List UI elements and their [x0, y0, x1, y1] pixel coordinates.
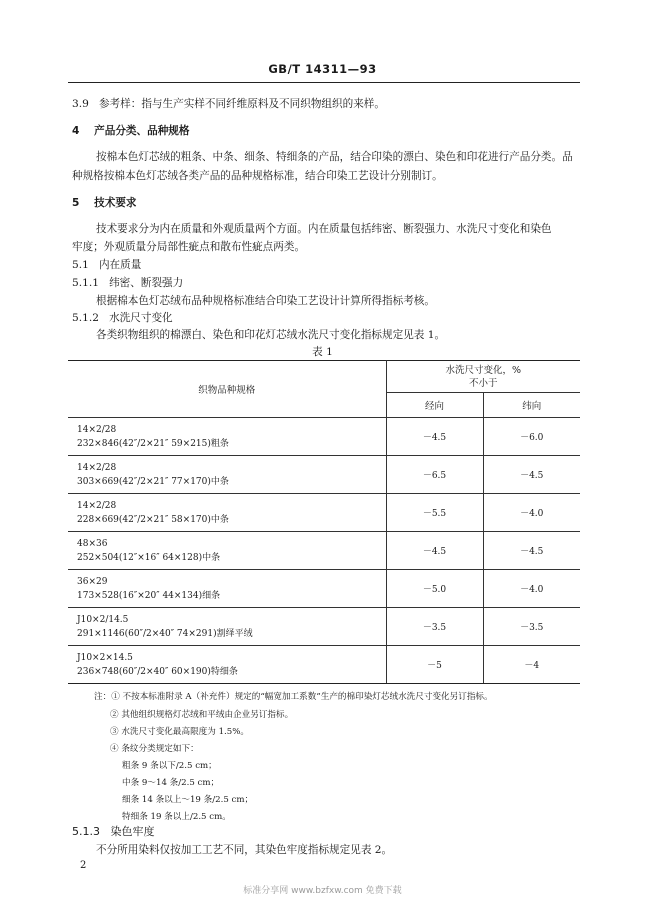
- clause-title: 水洗尺寸变化: [109, 312, 173, 324]
- clause-3-9: [72, 97, 385, 111]
- spec-density: 252×504(12″×16″ 64×128)中条: [77, 552, 221, 563]
- clause-number: 5.1.2: [72, 312, 99, 324]
- stripe-class-fine: 细条 14 条以上～19 条/2.5 cm；: [122, 795, 254, 805]
- weft-value: －4.5: [483, 456, 580, 494]
- warp-value: －5: [386, 646, 483, 684]
- header-rule: [68, 82, 580, 83]
- clause-number: 3.9: [72, 98, 89, 110]
- spec-density: 232×846(42″/2×21″ 59×215)粗条: [77, 438, 229, 449]
- clause-5-1-2-text: 各类织物组织的棉漂白、染色和印花灯芯绒水洗尺寸变化指标规定见表 1。: [96, 329, 446, 341]
- spec-cell: [68, 570, 386, 608]
- spec-cell: [68, 608, 386, 646]
- note-text: ① 不按本标准附录 A（补充件）规定的“幅宽加工系数”生产的棉印染灯芯绒水洗尺寸变化另订指标。: [111, 692, 493, 702]
- spec-count: 48×36: [77, 538, 108, 549]
- spec-cell: [68, 646, 386, 684]
- clause-5-1-3: [72, 825, 155, 839]
- section-title: 产品分类、品种规格: [94, 125, 190, 137]
- section-5-line-2: 牢度；外观质量分局部性疵点和散布性疵点两类。: [72, 241, 306, 253]
- clause-number: 5.1.1: [72, 277, 99, 289]
- warp-value: －5.0: [386, 570, 483, 608]
- clause-text: 参考样：指与生产实样不同纤维原料及不同织物组织的来样。: [98, 98, 385, 110]
- clause-5-1-1-text: 根据棉本色灯芯绒布品种规格标准结合印染工艺设计计算所得指标考核。: [96, 295, 435, 307]
- weft-value: －4.0: [483, 494, 580, 532]
- stripe-class-extra-fine: 特细条 19 条以上/2.5 cm。: [122, 812, 231, 822]
- section-title: 技术要求: [94, 197, 137, 209]
- col-header-group-line-1: 水洗尺寸变化，%: [445, 364, 522, 376]
- table-row: [68, 456, 580, 494]
- weft-value: －4: [483, 646, 580, 684]
- stripe-class-coarse: 粗条 9 条以下/2.5 cm；: [122, 761, 217, 771]
- note-2: ② 其他组织规格灯芯绒和平绒由企业另订指标。: [110, 710, 294, 720]
- table-1-caption: 表 1: [312, 346, 333, 358]
- note-prefix: 注：: [94, 692, 112, 702]
- spec-density: 228×669(42″/2×21″ 58×170)中条: [77, 514, 229, 525]
- col-header-weft: 纬向: [483, 393, 580, 418]
- watermark-footer: 标准分享网 www.bzfxw.com 免费下载: [243, 886, 402, 896]
- table-row: [68, 608, 580, 646]
- clause-5-1-2: [72, 311, 173, 325]
- spec-count: 14×2/28: [77, 462, 117, 473]
- col-header-spec: 织物品种规格: [68, 361, 386, 418]
- spec-count: 14×2/28: [77, 424, 117, 435]
- note-1: [94, 690, 493, 705]
- spec-count: J10×2/14.5: [77, 614, 129, 625]
- table-row: [68, 532, 580, 570]
- section-5-line-1: 技术要求分为内在质量和外观质量两个方面。内在质量包括纬密、断裂强力、水洗尺寸变化和染色: [96, 223, 552, 235]
- weft-value: －3.5: [483, 608, 580, 646]
- clause-title: 染色牢度: [110, 825, 155, 838]
- spec-cell: [68, 494, 386, 532]
- spec-density: 291×1146(60″/2×40″ 74×291)割绎平绒: [77, 628, 253, 639]
- section-number: 5: [72, 197, 80, 209]
- warp-value: －6.5: [386, 456, 483, 494]
- col-header-group: [386, 361, 580, 393]
- warp-value: －4.5: [386, 418, 483, 456]
- spec-density: 173×528(16″×20″ 44×134)细条: [77, 590, 221, 601]
- warp-value: －5.5: [386, 494, 483, 532]
- clause-title: 内在质量: [98, 259, 142, 271]
- section-4-line-1: 按棉本色灯芯绒的粗条、中条、细条、特细条的产品，结合印染的漂白、染色和印花进行产品分类。品: [96, 151, 573, 163]
- weft-value: －4.5: [483, 532, 580, 570]
- spec-cell: [68, 532, 386, 570]
- col-header-group-line-2: 不小于: [468, 377, 498, 389]
- stripe-class-medium: 中条 9～14 条/2.5 cm；: [122, 778, 220, 788]
- section-4-heading: [72, 124, 189, 138]
- section-number: 4: [72, 125, 80, 137]
- clause-5-1-3-text: 不分所用染料仅按加工工艺不同，其染色牢度指标规定见表 2。: [96, 844, 393, 856]
- section-4-line-2: 种规格按棉本色灯芯绒各类产品的品种规格标准，结合印染工艺设计分别制订。: [72, 170, 443, 182]
- spec-count: 36×29: [77, 576, 108, 587]
- clause-5-1-1: [72, 276, 183, 290]
- weft-value: －4.0: [483, 570, 580, 608]
- section-5-heading: [72, 196, 137, 210]
- clause-number: 5.1: [72, 259, 89, 271]
- spec-density: 236×748(60″/2×40″ 60×190)特细条: [77, 666, 238, 677]
- table-row: [68, 418, 580, 456]
- page-number: 2: [80, 860, 87, 871]
- warp-value: －4.5: [386, 532, 483, 570]
- spec-count: 14×2/28: [77, 500, 117, 511]
- col-header-warp: 经向: [386, 393, 483, 418]
- weft-value: －6.0: [483, 418, 580, 456]
- clause-5-1: [72, 258, 141, 272]
- note-4: ④ 条纹分类规定如下：: [110, 744, 199, 754]
- clause-title: 纬密、断裂强力: [109, 277, 184, 289]
- warp-value: －3.5: [386, 608, 483, 646]
- spec-cell: [68, 418, 386, 456]
- standard-code-header: GB/T 14311—93: [268, 62, 377, 76]
- table-row: [68, 570, 580, 608]
- table-1: [68, 360, 580, 684]
- table-row: [68, 494, 580, 532]
- clause-number: 5.1.3: [72, 825, 100, 838]
- spec-density: 303×669(42″/2×21″ 77×170)中条: [77, 476, 229, 487]
- note-3: ③ 水洗尺寸变化最高限度为 1.5%。: [110, 727, 250, 737]
- spec-cell: [68, 456, 386, 494]
- spec-count: J10×2×14.5: [77, 652, 133, 663]
- table-row: [68, 646, 580, 684]
